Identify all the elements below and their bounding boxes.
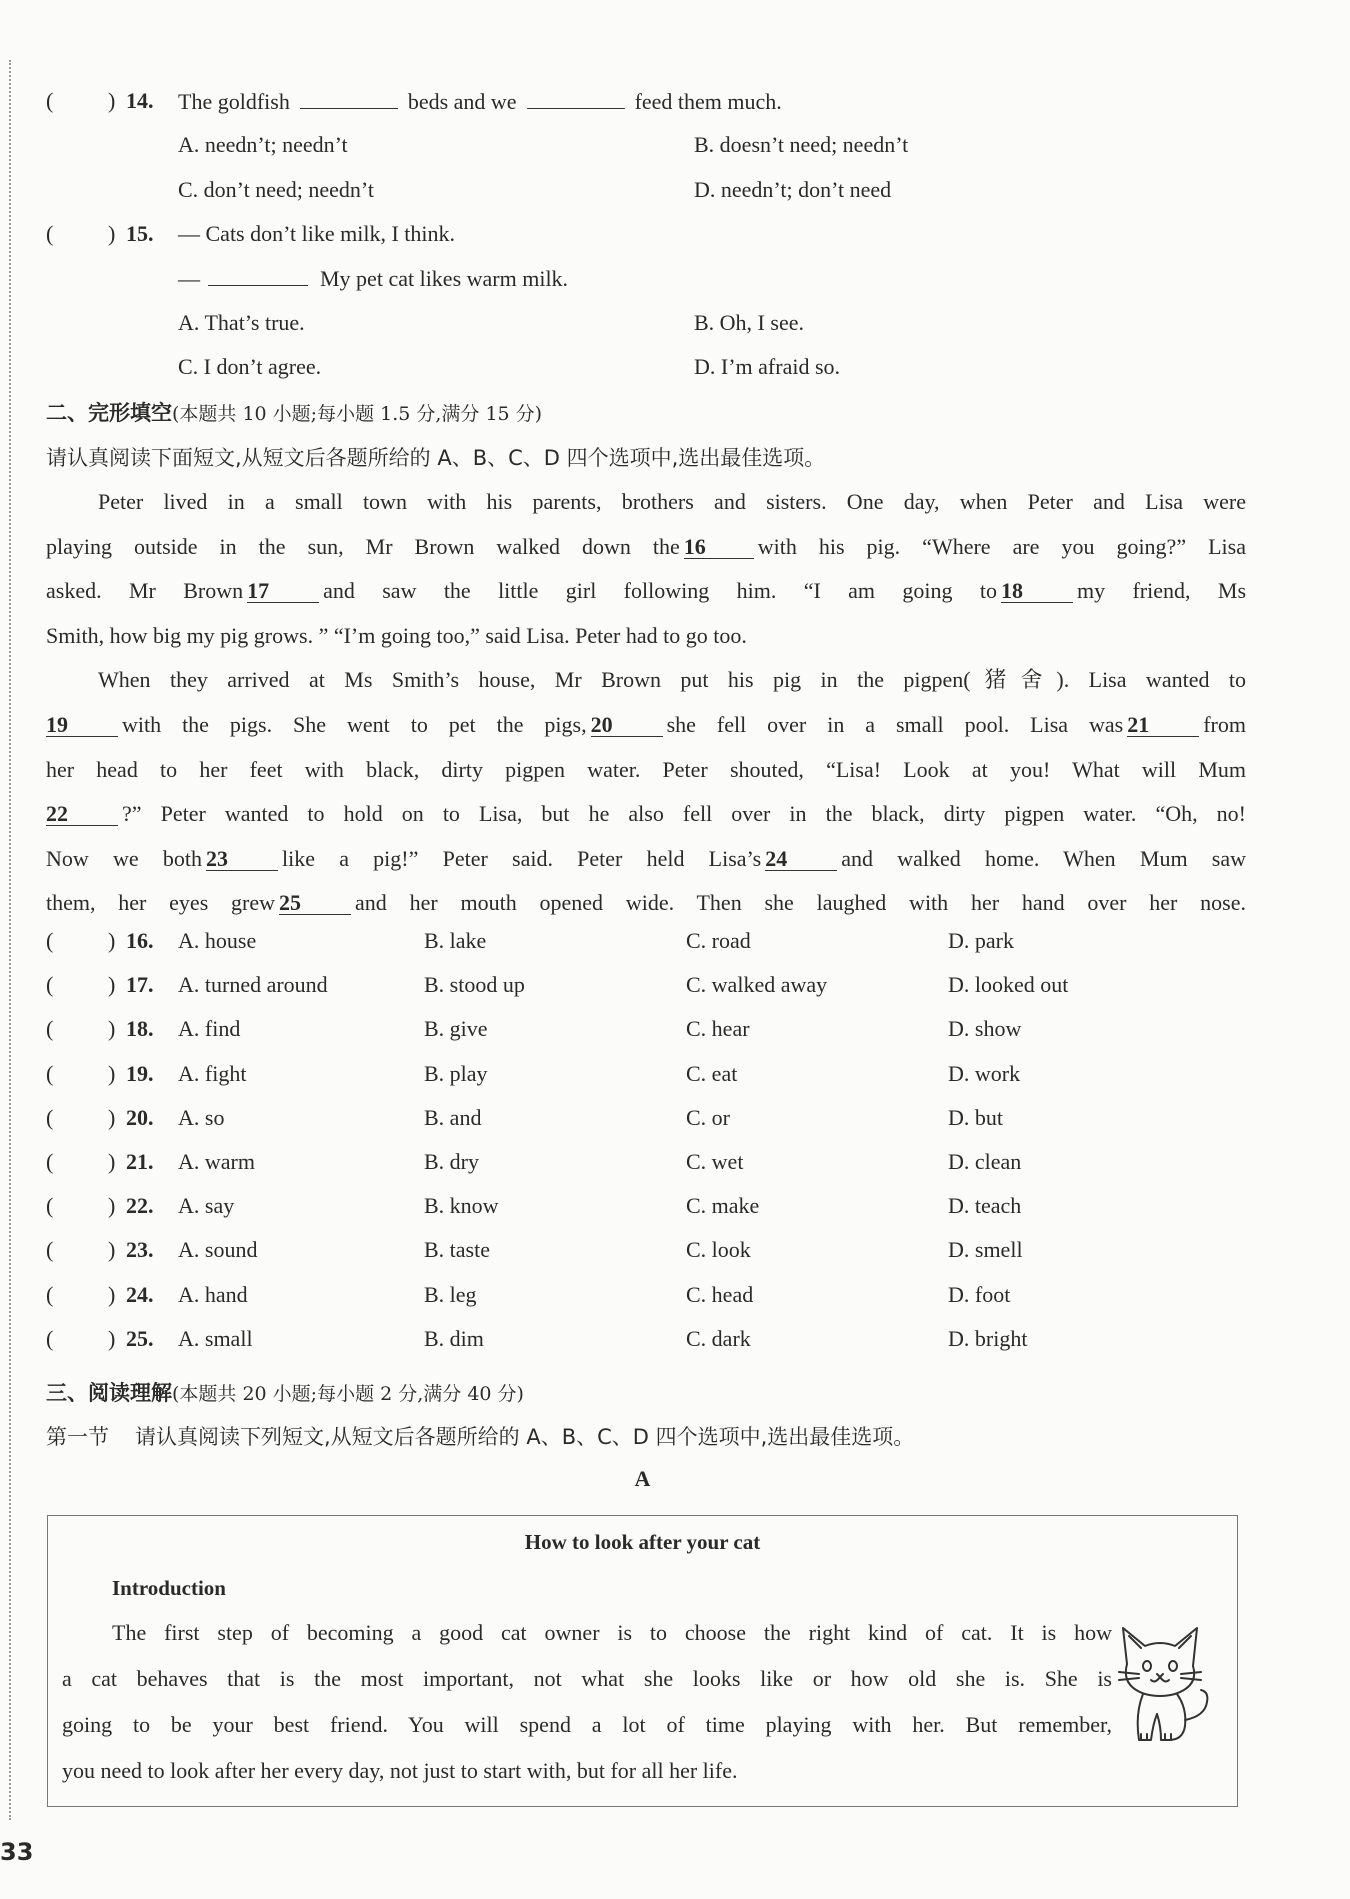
option-b: B. dim — [424, 1325, 484, 1351]
option-b: B. doesn’t need; needn’t — [694, 132, 909, 157]
section-3-instruction — [46, 1421, 914, 1451]
answer-paren-close: ) — [108, 1237, 116, 1263]
section-title: 三、阅读理解 — [46, 1381, 172, 1405]
option-a: A. turned around — [178, 972, 328, 998]
article-subtitle: Introduction — [112, 1576, 226, 1600]
blank-17: 17 — [247, 580, 319, 603]
option-d: D. park — [948, 928, 1014, 953]
option-c: C. make — [686, 1193, 760, 1219]
option-b: B. leg — [424, 1281, 477, 1307]
answer-paren-open: ( — [46, 1237, 54, 1263]
blank-23: 23 — [206, 848, 278, 871]
option-a: A. find — [178, 1016, 241, 1042]
article-line: The first step of becoming a good cat owner is to choose the right kind of cat. It is how — [112, 1620, 1112, 1645]
cat-illustration — [1105, 1616, 1215, 1746]
answer-paren-open: ( — [46, 88, 54, 113]
question-number: 17. — [126, 972, 154, 998]
section-score: (本题共 20 小题;每小题 2 分,满分 40 分) — [172, 1383, 524, 1405]
option-a: A. small — [178, 1325, 253, 1351]
question-number: 18. — [126, 1016, 154, 1042]
option-a: A. hand — [178, 1281, 248, 1307]
question-number: 24. — [126, 1281, 154, 1307]
passage-line: 22 ?” Peter wanted to hold on to Lisa, but he also fell over in the black, dirty pigpen water. “Oh, no! — [46, 801, 1246, 827]
passage-line: playing outside in the sun, Mr Brown walked down the 16 with his pig. “Where are you going?” Lisa — [46, 533, 1246, 559]
answer-paren-close: ) — [108, 972, 116, 998]
question-stem: beds and we — [407, 89, 517, 114]
option-b: B. and — [424, 1104, 482, 1130]
passage-line: Now we both 23 like a pig!” Peter said. Peter held Lisa’s 24 and walked home. When Mum saw — [46, 845, 1247, 871]
answer-blank — [300, 86, 398, 109]
question-number: 15. — [126, 221, 154, 246]
answer-paren-close: ) — [108, 1104, 116, 1130]
option-b: B. Oh, I see. — [694, 310, 804, 335]
option-b: B. know — [424, 1193, 499, 1219]
dialog-dash: — — [178, 266, 200, 291]
question-number: 14. — [126, 88, 154, 113]
option-b: B. give — [424, 1016, 488, 1042]
answer-paren-close: ) — [108, 88, 116, 113]
answer-paren-open: ( — [46, 928, 54, 953]
section-score: (本题共 10 小题;每小题 1.5 分,满分 15 分) — [172, 403, 543, 425]
option-c: C. or — [686, 1104, 730, 1130]
option-a: A. fight — [178, 1060, 247, 1086]
option-c: C. I don’t agree. — [178, 354, 322, 379]
passage-line: asked. Mr Brown 17 and saw the little girl following him. “I am going to 18 my friend, Ms — [46, 578, 1247, 604]
option-d: D. looked out — [948, 972, 1069, 998]
article-box — [47, 1515, 1238, 1807]
option-a: A. That’s true. — [178, 310, 305, 335]
option-a: A. sound — [178, 1237, 258, 1263]
option-d: D. work — [948, 1060, 1021, 1086]
answer-paren-open: ( — [46, 972, 54, 998]
answer-paren-close: ) — [108, 928, 116, 953]
binding-margin-line — [9, 60, 11, 1820]
option-d: D. teach — [948, 1193, 1022, 1219]
answer-paren-open: ( — [46, 1281, 54, 1307]
passage-line: them, her eyes grew 25 and her mouth opened wide. Then she laughed with her hand over her nose. — [46, 890, 1247, 916]
option-b: B. play — [424, 1060, 488, 1086]
section-3-heading — [46, 1377, 524, 1407]
answer-blank — [208, 263, 308, 286]
question-stem: My pet cat likes warm milk. — [320, 266, 569, 291]
option-c: C. don’t need; needn’t — [178, 177, 374, 202]
option-c: C. wet — [686, 1149, 744, 1174]
blank-25: 25 — [279, 892, 351, 915]
option-a: A. needn’t; needn’t — [178, 132, 348, 157]
option-a: A. warm — [178, 1149, 255, 1174]
option-d: D. bright — [948, 1325, 1028, 1351]
blank-21: 21 — [1127, 714, 1199, 737]
passage-letter: A — [634, 1466, 651, 1491]
question-stem: feed them much. — [634, 89, 782, 114]
option-c: C. head — [686, 1281, 754, 1307]
answer-paren-close: ) — [108, 1149, 116, 1174]
answer-paren-open: ( — [46, 1104, 54, 1130]
option-a: A. house — [178, 928, 257, 953]
question-number: 22. — [126, 1193, 154, 1219]
blank-20: 20 — [591, 714, 663, 737]
passage-line: Smith, how big my pig grows. ” “I’m going too,” said Lisa. Peter had to go too. — [46, 622, 747, 648]
passage-line: Peter lived in a small town with his parents, brothers and sisters. One day, when Peter and Lisa were — [98, 489, 1246, 514]
question-number: 21. — [126, 1149, 154, 1174]
option-b: B. dry — [424, 1149, 479, 1174]
answer-paren-open: ( — [46, 1016, 54, 1042]
answer-paren-close: ) — [108, 1325, 116, 1351]
answer-paren-close: ) — [108, 221, 116, 246]
article-line: a cat behaves that is the most important, not what she looks like or how old she is. She is — [62, 1666, 1112, 1691]
answer-paren-open: ( — [46, 221, 54, 246]
blank-18: 18 — [1001, 580, 1073, 603]
section-2-heading — [46, 397, 542, 427]
answer-blank — [527, 86, 625, 109]
option-b: B. taste — [424, 1237, 490, 1263]
cloze-passage — [46, 480, 1246, 926]
question-number: 16. — [126, 928, 154, 953]
option-d: D. foot — [948, 1281, 1011, 1307]
question-number: 23. — [126, 1237, 154, 1263]
passage-line: 19 with the pigs. She went to pet the pigs, 20 she fell over in a small pool. Lisa was 21 from — [46, 711, 1246, 737]
part-label: 第一节 — [46, 1425, 109, 1449]
option-b: B. lake — [424, 928, 487, 953]
question-stem: — Cats don’t like milk, I think. — [178, 221, 456, 246]
blank-24: 24 — [765, 848, 837, 871]
option-c: C. hear — [686, 1016, 750, 1042]
option-d: D. but — [948, 1104, 1003, 1130]
page-number: 33 — [0, 1838, 34, 1866]
article-line: you need to look after her every day, not just to start with, but for all her life. — [62, 1758, 738, 1783]
option-d: D. clean — [948, 1149, 1022, 1174]
answer-paren-open: ( — [46, 1193, 54, 1219]
option-a: A. so — [178, 1104, 225, 1130]
option-c: C. road — [686, 928, 751, 953]
article-title: How to look after your cat — [524, 1530, 761, 1554]
option-c: C. look — [686, 1237, 751, 1263]
section-2-instruction: 请认真阅读下面短文,从短文后各题所给的 A、B、C、D 四个选项中,选出最佳选项。 — [46, 446, 826, 470]
instruction-text: 请认真阅读下列短文,从短文后各题所给的 A、B、C、D 四个选项中,选出最佳选项。 — [135, 1425, 915, 1449]
question-number: 20. — [126, 1104, 154, 1130]
blank-22: 22 — [46, 803, 118, 826]
option-b: B. stood up — [424, 972, 525, 998]
question-15-reply — [178, 263, 568, 294]
option-d: D. needn’t; don’t need — [694, 177, 892, 202]
option-c: C. walked away — [686, 972, 828, 998]
answer-paren-close: ) — [108, 1281, 116, 1307]
question-number: 25. — [126, 1325, 154, 1351]
passage-line: When they arrived at Ms Smith’s house, Mr Brown put his pig in the pigpen(猪舍). Lisa wanted to — [98, 667, 1246, 693]
article-line: going to be your best friend. You will spend a lot of time playing with her. But remember, — [62, 1712, 1112, 1737]
option-d: D. smell — [948, 1237, 1023, 1263]
question-stem: The goldfish — [178, 89, 290, 114]
answer-paren-open: ( — [46, 1325, 54, 1351]
answer-paren-open: ( — [46, 1149, 54, 1174]
passage-line: her head to her feet with black, dirty pigpen water. Peter shouted, “Lisa! Look at you! What will Mum — [46, 756, 1246, 782]
option-c: C. dark — [686, 1325, 751, 1351]
answer-paren-open: ( — [46, 1060, 54, 1086]
section-title: 二、完形填空 — [46, 401, 172, 425]
option-d: D. show — [948, 1016, 1022, 1042]
answer-paren-close: ) — [108, 1193, 116, 1219]
question-number: 19. — [126, 1060, 154, 1086]
option-c: C. eat — [686, 1060, 738, 1086]
answer-paren-close: ) — [108, 1060, 116, 1086]
blank-19: 19 — [46, 714, 118, 737]
blank-16: 16 — [684, 536, 754, 559]
option-a: A. say — [178, 1193, 235, 1219]
option-d: D. I’m afraid so. — [694, 354, 841, 379]
answer-paren-close: ) — [108, 1016, 116, 1042]
